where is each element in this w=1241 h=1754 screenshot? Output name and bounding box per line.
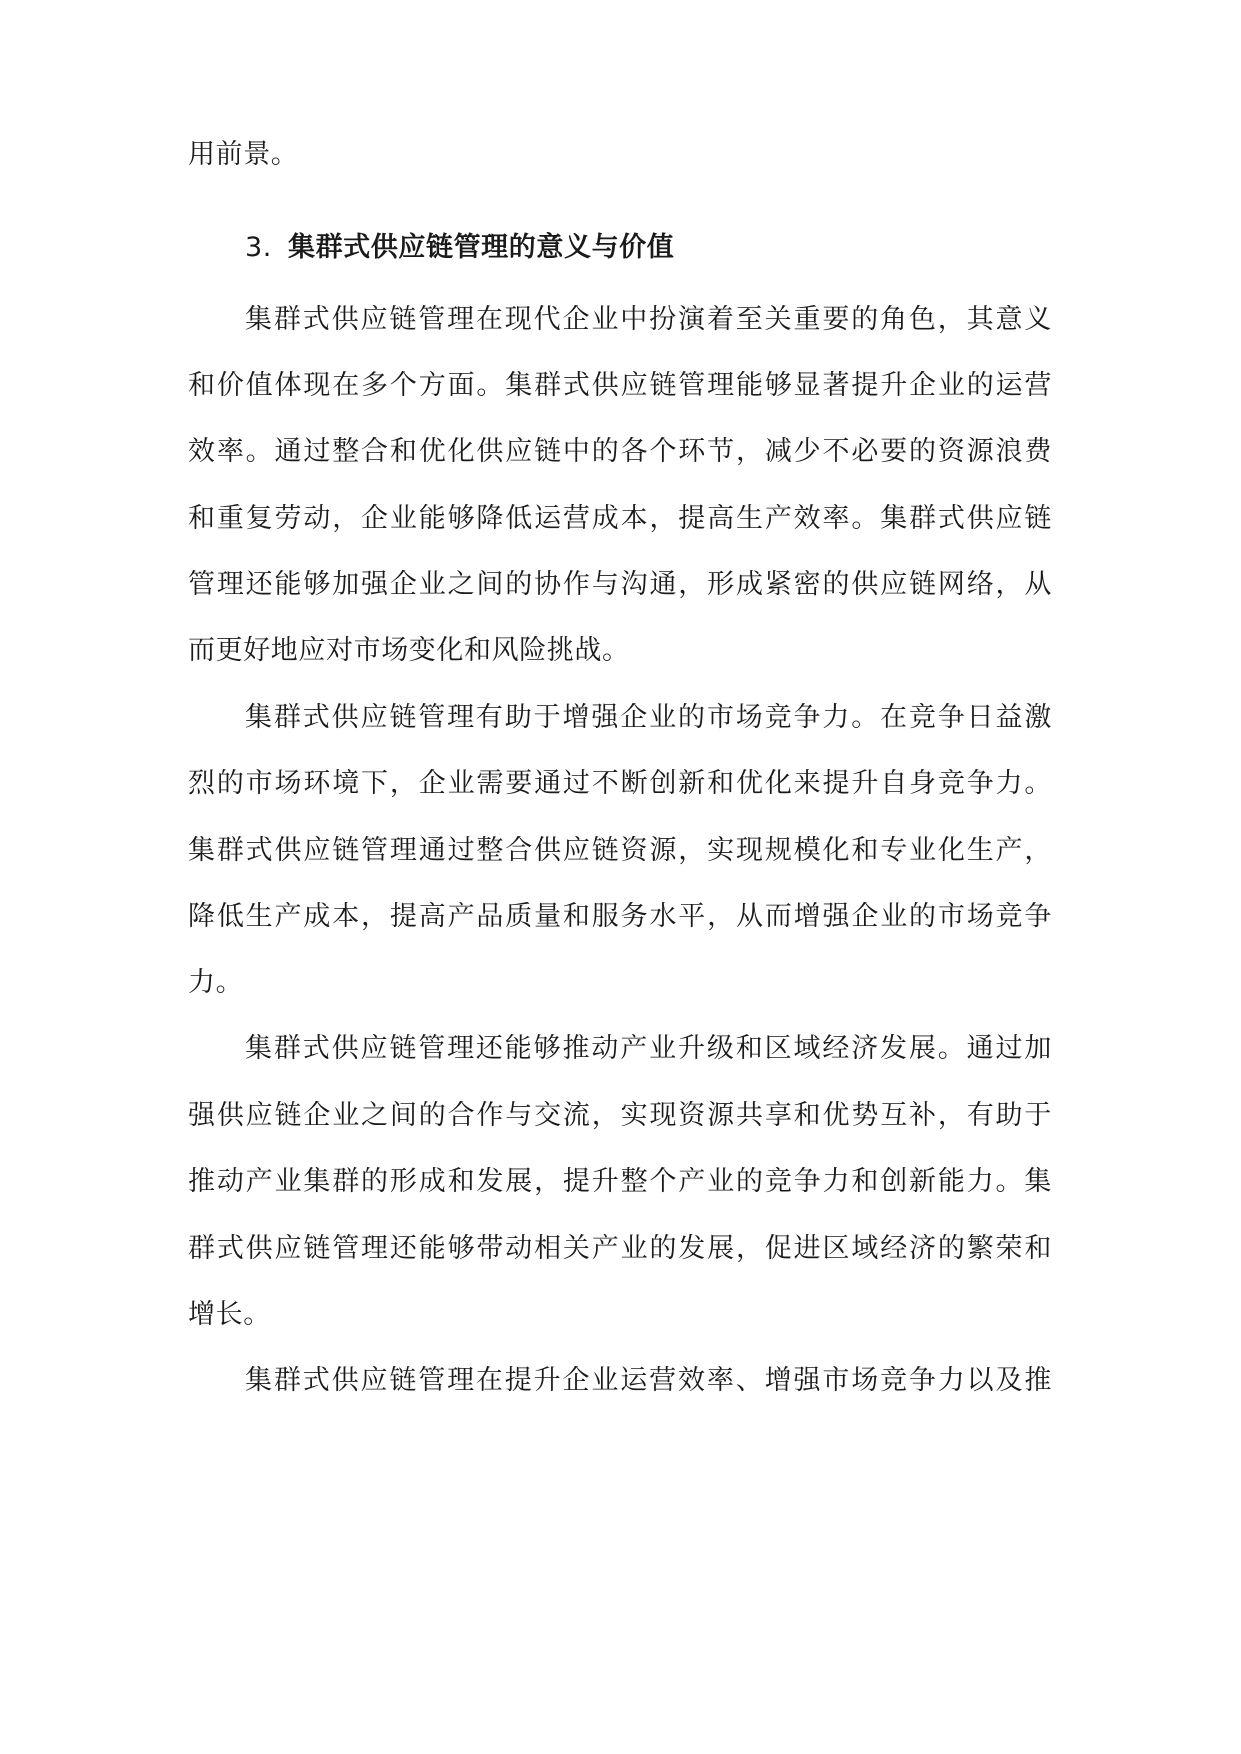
paragraph-line: 和价值体现在多个方面。集群式供应链管理能够显著提升企业的运营 (188, 371, 1052, 401)
paragraph-line: 而更好地应对市场变化和风险挑战。 (188, 636, 630, 666)
paragraph-line: 管理还能够加强企业之间的协作与沟通，形成紧密的供应链网络，从 (188, 570, 1052, 600)
paragraph-line: 烈的市场环境下，企业需要通过不断创新和优化来提升自身竞争力。 (188, 769, 1052, 799)
section-number: 3. (245, 232, 272, 263)
paragraph-line: 降低生产成本，提高产品质量和服务水平，从而增强企业的市场竞争 (188, 902, 1052, 932)
paragraph-line: 集群式供应链管理有助于增强企业的市场竞争力。在竞争日益激 (245, 703, 1052, 733)
paragraph-line: 集群式供应链管理通过整合供应链资源，实现规模化和专业化生产， (188, 836, 1052, 866)
section-heading (188, 231, 674, 265)
paragraph-line: 增长。 (188, 1300, 271, 1330)
paragraph-line: 群式供应链管理还能够带动相关产业的发展，促进区域经济的繁荣和 (188, 1234, 1052, 1264)
paragraph-line: 强供应链企业之间的合作与交流，实现资源共享和优势互补，有助于 (188, 1101, 1052, 1131)
paragraph-line: 集群式供应链管理在提升企业运营效率、增强市场竞争力以及推 (245, 1366, 1052, 1396)
section-title: 集群式供应链管理的意义与价值 (287, 232, 675, 263)
paragraph-line: 力。 (188, 968, 244, 998)
paragraph-line: 和重复劳动，企业能够降低运营成本，提高生产效率。集群式供应链 (188, 504, 1052, 534)
paragraph-line: 集群式供应链管理在现代企业中扮演着至关重要的角色，其意义 (245, 305, 1052, 335)
paragraph-line: 效率。通过整合和优化供应链中的各个环节，减少不必要的资源浪费 (188, 437, 1052, 467)
lead-fragment-line: 用前景。 (188, 140, 299, 170)
paragraph-line: 集群式供应链管理还能够推动产业升级和区域经济发展。通过加 (245, 1034, 1052, 1064)
paragraph-line: 推动产业集群的形成和发展，提升整个产业的竞争力和创新能力。集 (188, 1167, 1052, 1197)
